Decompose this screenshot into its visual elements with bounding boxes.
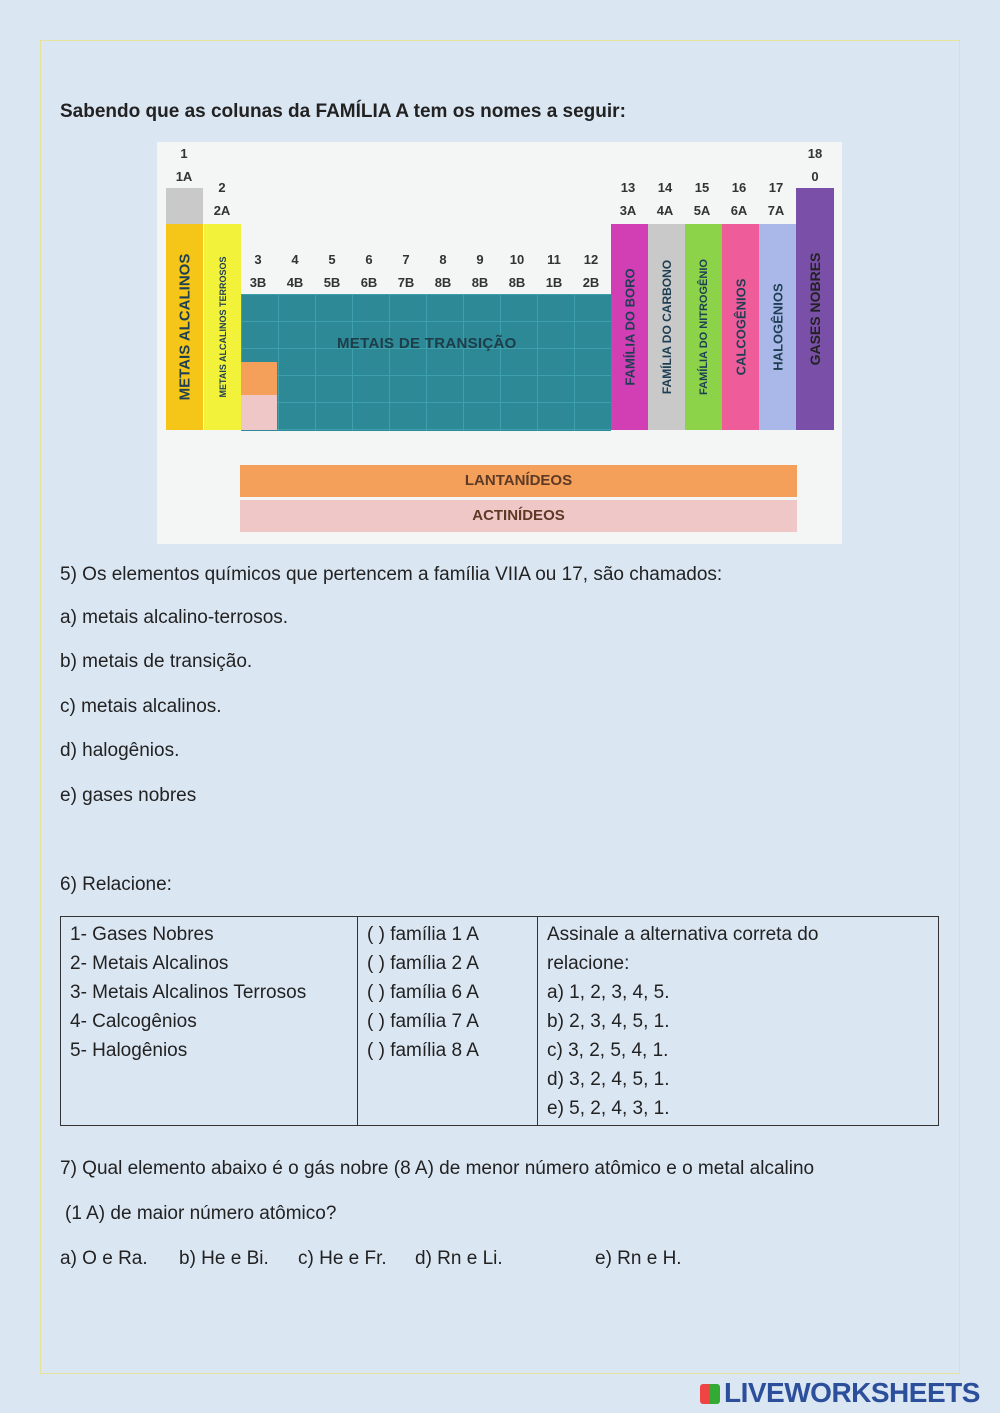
q5-question: 5) Os elementos químicos que pertencem a família VIIA ou 17, são chamados: — [60, 564, 723, 585]
noble-gases-label: GASES NOBRES — [807, 252, 823, 366]
group-label: 7A — [767, 203, 785, 218]
group-label: 1B — [545, 275, 563, 290]
lanthanide-placeholder — [241, 362, 277, 395]
group-label: 3A — [619, 203, 637, 218]
q6-item: 5- Halogênios — [70, 1040, 188, 1061]
q6-alternative[interactable]: d) 3, 2, 4, 5, 1. — [547, 1069, 670, 1090]
group-label: 7 — [402, 252, 410, 267]
boron-column — [611, 224, 648, 430]
q7-option-a[interactable]: a) O e Ra. — [60, 1248, 148, 1269]
q6-alternative[interactable]: b) 2, 3, 4, 5, 1. — [547, 1011, 670, 1032]
group-label: 12 — [583, 252, 599, 267]
q6-item: 1- Gases Nobres — [70, 924, 214, 945]
group-label: 9 — [476, 252, 484, 267]
q6-blank[interactable]: ( ) família 1 A — [367, 924, 479, 945]
group-label: 3B — [249, 275, 267, 290]
q5-option-b[interactable]: b) metais de transição. — [60, 651, 253, 672]
q7-option-e[interactable]: e) Rn e H. — [595, 1248, 682, 1269]
logo-icon — [700, 1384, 720, 1404]
group-label: 8B — [471, 275, 489, 290]
q7-option-c[interactable]: c) He e Fr. — [298, 1248, 387, 1269]
q6-item: 3- Metais Alcalinos Terrosos — [70, 982, 307, 1003]
q6-alternatives-cell — [538, 917, 939, 1126]
group-label: 5A — [693, 203, 711, 218]
logo-text: LIVEWORKSHEETS — [724, 1377, 980, 1408]
liveworksheets-logo — [700, 1377, 980, 1409]
group-label: 6 — [365, 252, 373, 267]
nitrogen-label: FAMÍLIA DO NITROGÊNIO — [697, 259, 710, 395]
actinides-row: ACTINÍDEOS — [240, 500, 797, 532]
group-label: 6B — [360, 275, 378, 290]
q6-alternative[interactable]: a) 1, 2, 3, 4, 5. — [547, 982, 670, 1003]
intro-text: Sabendo que as colunas da FAMÍLIA A tem os nomes a seguir: — [60, 101, 626, 122]
group-label: 15 — [694, 180, 710, 195]
q6-relation-table — [60, 916, 939, 1126]
transition-label: METAIS DE TRANSIÇÃO — [337, 335, 517, 352]
group-label: 6A — [730, 203, 748, 218]
q7-option-b[interactable]: b) He e Bi. — [179, 1248, 269, 1269]
periodic-table-figure — [157, 142, 842, 544]
q6-blanks-cell — [358, 917, 538, 1126]
q6-blank[interactable]: ( ) família 2 A — [367, 953, 479, 974]
q6-alternative[interactable]: e) 5, 2, 4, 3, 1. — [547, 1098, 670, 1119]
halogens-column — [759, 224, 796, 430]
group-label: 2 — [218, 180, 226, 195]
halogens-label: HALOGÊNIOS — [770, 283, 785, 371]
transition-metals-block — [241, 294, 611, 431]
group-label: 17 — [768, 180, 784, 195]
group-label: 18 — [807, 146, 823, 161]
group-label: 1 — [180, 146, 188, 161]
q7-option-d[interactable]: d) Rn e Li. — [415, 1248, 503, 1269]
q6-instruction: Assinale a alternativa correta do — [547, 924, 819, 945]
group-label: 4A — [656, 203, 674, 218]
group-label: 4B — [286, 275, 304, 290]
alkali-label: METAIS ALCALINOS — [176, 253, 193, 401]
group-label: 10 — [509, 252, 525, 267]
group-label: 4 — [291, 252, 299, 267]
q6-blank[interactable]: ( ) família 6 A — [367, 982, 479, 1003]
boron-label: FAMÍLIA DO BORO — [622, 268, 637, 386]
alkaline-earth-label: METAIS ALCALINOS TERROSOS — [217, 256, 228, 398]
group-label: 8B — [508, 275, 526, 290]
chalcogens-label: CALCOGÊNIOS — [733, 278, 748, 376]
q6-alternative[interactable]: c) 3, 2, 5, 4, 1. — [547, 1040, 669, 1061]
group-label: 11 — [547, 252, 561, 267]
nitrogen-column — [685, 224, 722, 430]
q6-blank[interactable]: ( ) família 8 A — [367, 1040, 479, 1061]
group-label: 13 — [620, 180, 636, 195]
group-label: 5B — [323, 275, 341, 290]
q6-title: 6) Relacione: — [60, 874, 172, 895]
alkaline-earth-column — [204, 224, 241, 430]
group-label: 16 — [731, 180, 747, 195]
group-label: 8 — [439, 252, 447, 267]
q5-option-e[interactable]: e) gases nobres — [60, 785, 197, 806]
q7-question-line2: (1 A) de maior número atômico? — [65, 1203, 337, 1224]
q5-option-c[interactable]: c) metais alcalinos. — [60, 696, 222, 717]
lanthanides-row: LANTANÍDEOS — [240, 465, 797, 497]
group-label: 0 — [811, 169, 819, 184]
group-label: 2A — [213, 203, 231, 218]
noble-gases-column — [796, 188, 834, 430]
q6-instruction: relacione: — [547, 953, 630, 974]
q6-item: 4- Calcogênios — [70, 1011, 197, 1032]
group-label: 8B — [434, 275, 452, 290]
q6-items-cell — [61, 917, 358, 1126]
group-label: 3 — [254, 252, 262, 267]
group-label: 1A — [175, 169, 193, 184]
group-label: 2B — [582, 275, 600, 290]
chalcogens-column — [722, 224, 759, 430]
q5-option-d[interactable]: d) halogênios. — [60, 740, 180, 761]
group-label: 5 — [328, 252, 336, 267]
carbon-column — [648, 224, 685, 430]
group-label: 14 — [657, 180, 673, 195]
q7-question-line1: 7) Qual elemento abaixo é o gás nobre (8 A) de menor número atômico e o metal alcalino — [60, 1158, 815, 1179]
carbon-label: FAMÍLIA DO CARBONO — [659, 259, 674, 395]
q6-item: 2- Metais Alcalinos — [70, 953, 229, 974]
actinide-placeholder — [241, 395, 277, 430]
q6-blank[interactable]: ( ) família 7 A — [367, 1011, 479, 1032]
group-label: 7B — [397, 275, 415, 290]
alkali-column — [166, 224, 203, 430]
q5-option-a[interactable]: a) metais alcalino-terrosos. — [60, 607, 289, 628]
group1-header-cell — [166, 188, 203, 224]
